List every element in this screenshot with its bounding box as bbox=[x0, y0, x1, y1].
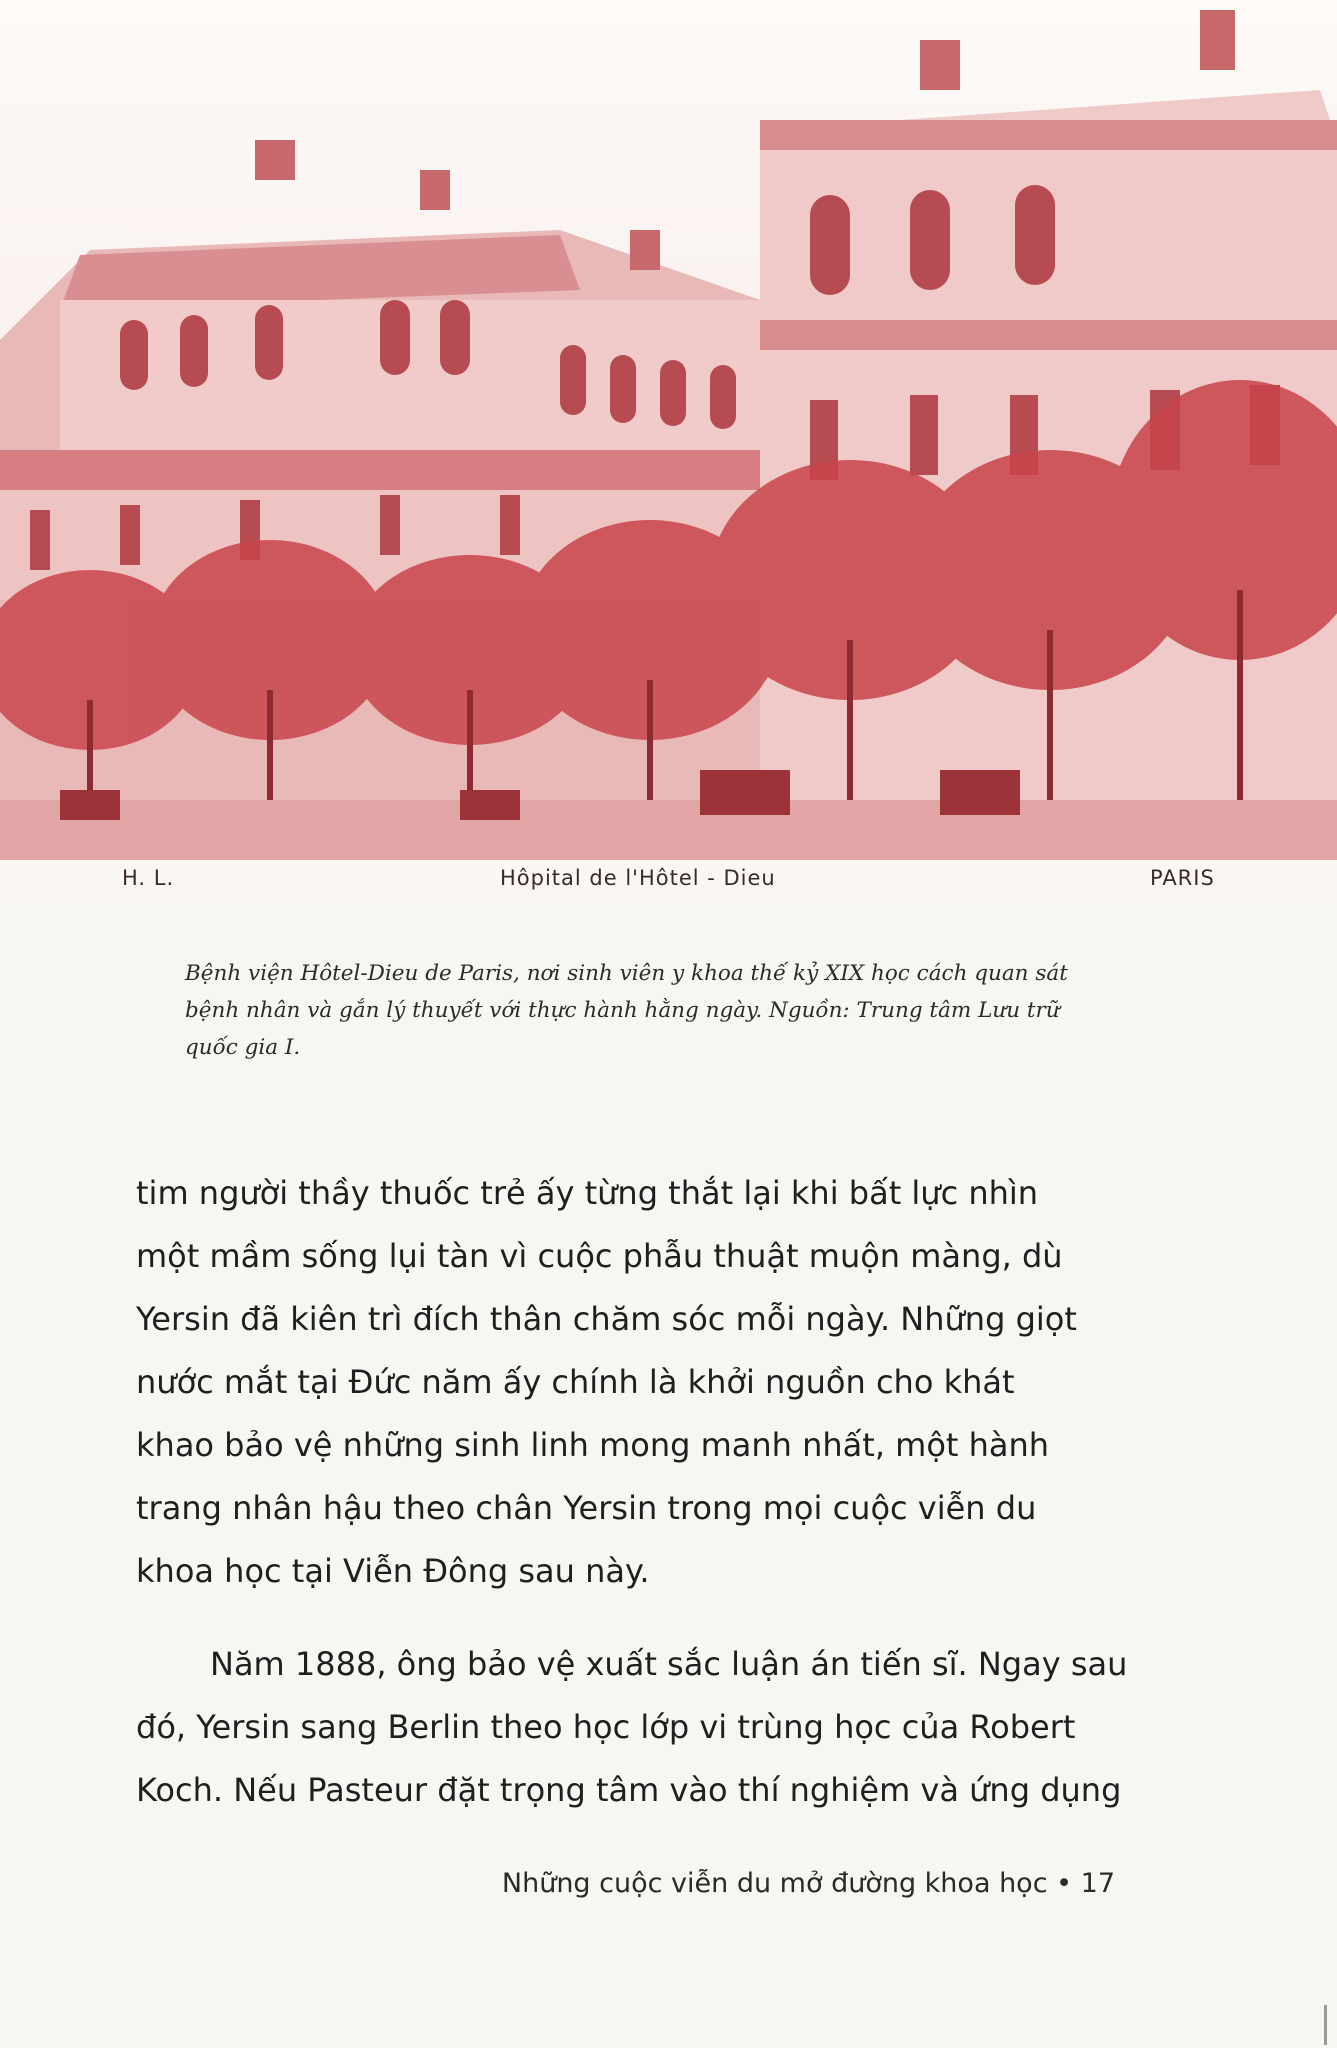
body-text bbox=[136, 1162, 1136, 1822]
text-line: khao bảo vệ những sinh linh mong manh nhất, một hành bbox=[136, 1426, 1050, 1464]
caption-line: Bệnh viện Hôtel-Dieu de Paris, nơi sinh viên y khoa thế kỷ XIX học cách quan sát bbox=[185, 961, 1068, 986]
text-line: Yersin đã kiên trì đích thân chăm sóc mỗi ngày. Những giọt bbox=[136, 1300, 1077, 1338]
photo-caption bbox=[185, 955, 1125, 1066]
photo-label-left: H. L. bbox=[122, 866, 175, 890]
text-line: khoa học tại Viễn Đông sau này. bbox=[136, 1552, 650, 1590]
hospital-photo bbox=[0, 0, 1337, 905]
text-line: đó, Yersin sang Berlin theo học lớp vi trùng học của Robert bbox=[136, 1708, 1076, 1746]
hotel-dieu-building-illustration bbox=[0, 0, 1337, 860]
text-line: tim người thầy thuốc trẻ ấy từng thắt lại khi bất lực nhìn bbox=[136, 1174, 1039, 1212]
text-line: nước mắt tại Đức năm ấy chính là khởi nguồn cho khát bbox=[136, 1363, 1015, 1401]
paragraph-1 bbox=[136, 1162, 1136, 1603]
page-edge-mark bbox=[1324, 2005, 1327, 2045]
photo-label-right: PARIS bbox=[1150, 866, 1215, 890]
photo-label-center: Hôpital de l'Hôtel - Dieu bbox=[500, 866, 776, 890]
caption-line: bệnh nhân và gắn lý thuyết với thực hành hằng ngày. Nguồn: Trung tâm Lưu trữ bbox=[185, 998, 1060, 1023]
text-line: Koch. Nếu Pasteur đặt trọng tâm vào thí nghiệm và ứng dụng bbox=[136, 1771, 1122, 1809]
text-line: một mầm sống lụi tàn vì cuộc phẫu thuật muộn màng, dù bbox=[136, 1237, 1063, 1275]
caption-line: quốc gia I. bbox=[185, 1035, 301, 1060]
text-line: Năm 1888, ông bảo vệ xuất sắc luận án tiến sĩ. Ngay sau bbox=[210, 1645, 1128, 1683]
page-footer: Những cuộc viễn du mở đường khoa học • 17 bbox=[501, 1868, 1115, 1899]
paragraph-2 bbox=[136, 1633, 1136, 1822]
text-line: trang nhân hậu theo chân Yersin trong mọi cuộc viễn du bbox=[136, 1489, 1037, 1527]
